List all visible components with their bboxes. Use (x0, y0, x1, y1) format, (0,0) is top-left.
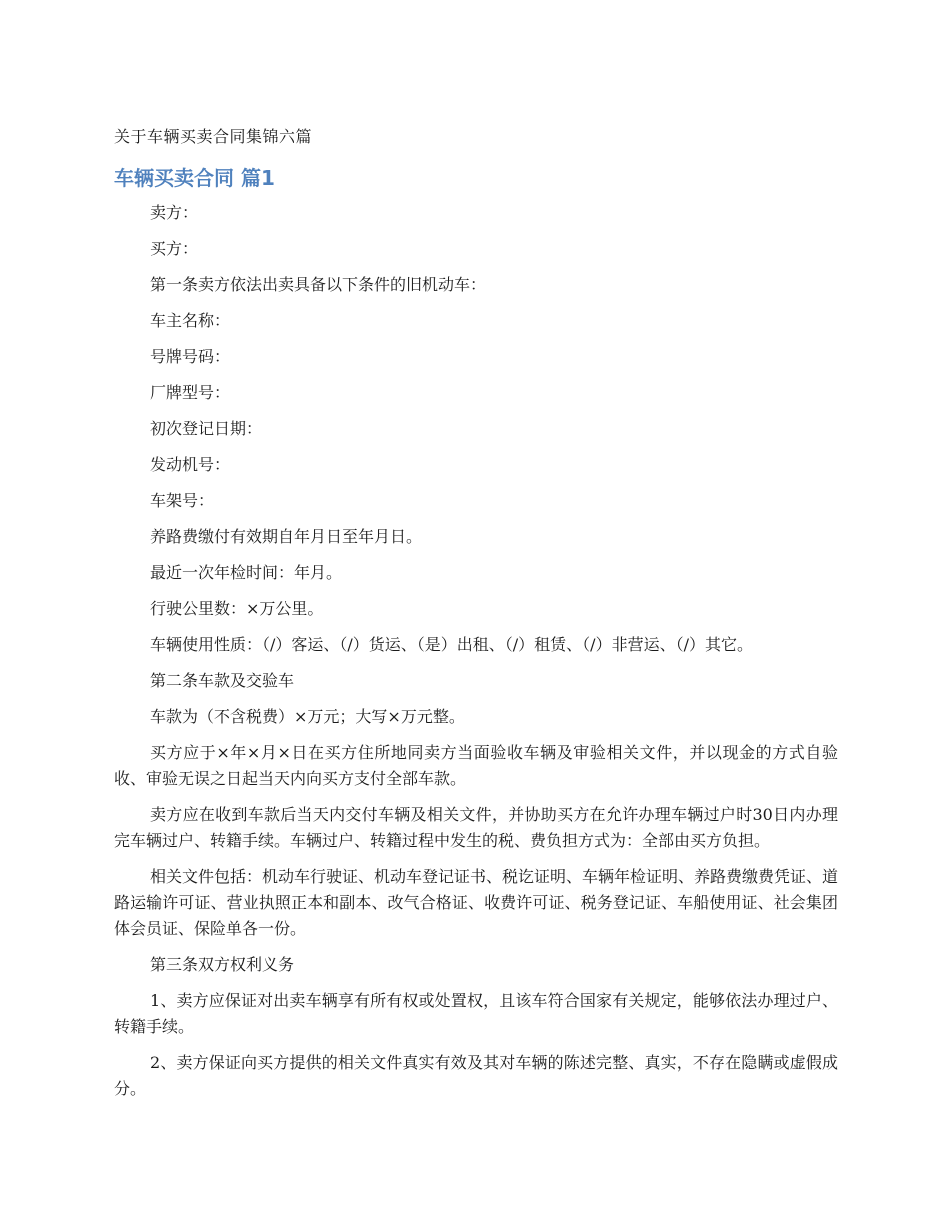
paragraph-article-3: 第三条双方权利义务 (150, 955, 295, 974)
paragraph-article-2: 第二条车款及交验车 (150, 671, 295, 690)
paragraph-buyer: 买方： (150, 239, 199, 258)
section-heading: 车辆买卖合同 篇1 (114, 166, 275, 190)
paragraph-inspection-payment: 买方应于×年×月×日在买方住所地同卖方当面验收车辆及审验相关文件，并以现金的方式自验收、审验无误之日起当天内向买方支付全部车款。 (114, 743, 838, 788)
paragraph-price: 车款为（不含税费）×万元；大写×万元整。 (150, 707, 465, 726)
paragraph-delivery-transfer: 卖方应在收到车款后当天内交付车辆及相关文件，并协助买方在允许办理车辆过户时30日内办理完车辆过户、转籍手续。车辆过户、转籍过程中发生的税、费负担方式为：全部由买方负担。 (114, 805, 838, 850)
paragraph-engine-number: 发动机号： (150, 455, 231, 474)
paragraph-road-fee: 养路费缴付有效期自年月日至年月日。 (150, 527, 423, 546)
paragraph-owner-name: 车主名称： (150, 311, 231, 330)
document-body (114, 200, 838, 1112)
paragraph-annual-inspection: 最近一次年检时间：年月。 (150, 563, 343, 582)
paragraph-frame-number: 车架号： (150, 491, 215, 510)
document-title: 关于车辆买卖合同集锦六篇 (114, 127, 313, 146)
paragraph-clause-2: 2、卖方保证向买方提供的相关文件真实有效及其对车辆的陈述完整、真实，不存在隐瞒或虚假成分。 (114, 1053, 838, 1098)
paragraph-seller: 卖方： (150, 203, 199, 222)
paragraph-related-documents: 相关文件包括：机动车行驶证、机动车登记证书、税讫证明、车辆年检证明、养路费缴费凭证、道路运输许可证、营业执照正本和副本、改气合格证、收费许可证、税务登记证、车船使用证、社会集团体会员证、保险单各一份。 (114, 867, 839, 938)
paragraph-mileage: 行驶公里数：×万公里。 (150, 599, 324, 618)
paragraph-clause-1: 1、卖方应保证对出卖车辆享有所有权或处置权，且该车符合国家有关规定，能够依法办理过户、转籍手续。 (114, 991, 838, 1036)
paragraph-brand-model: 厂牌型号： (150, 383, 231, 402)
paragraph-usage-type: 车辆使用性质：（/）客运、（/）货运、（是）出租、（/）租赁、（/）非营运、（/）其它。 (150, 635, 753, 654)
paragraph-article-1: 第一条卖方依法出卖具备以下条件的旧机动车： (150, 275, 487, 294)
paragraph-registration-date: 初次登记日期： (150, 419, 263, 438)
paragraph-plate-number: 号牌号码： (150, 347, 231, 366)
